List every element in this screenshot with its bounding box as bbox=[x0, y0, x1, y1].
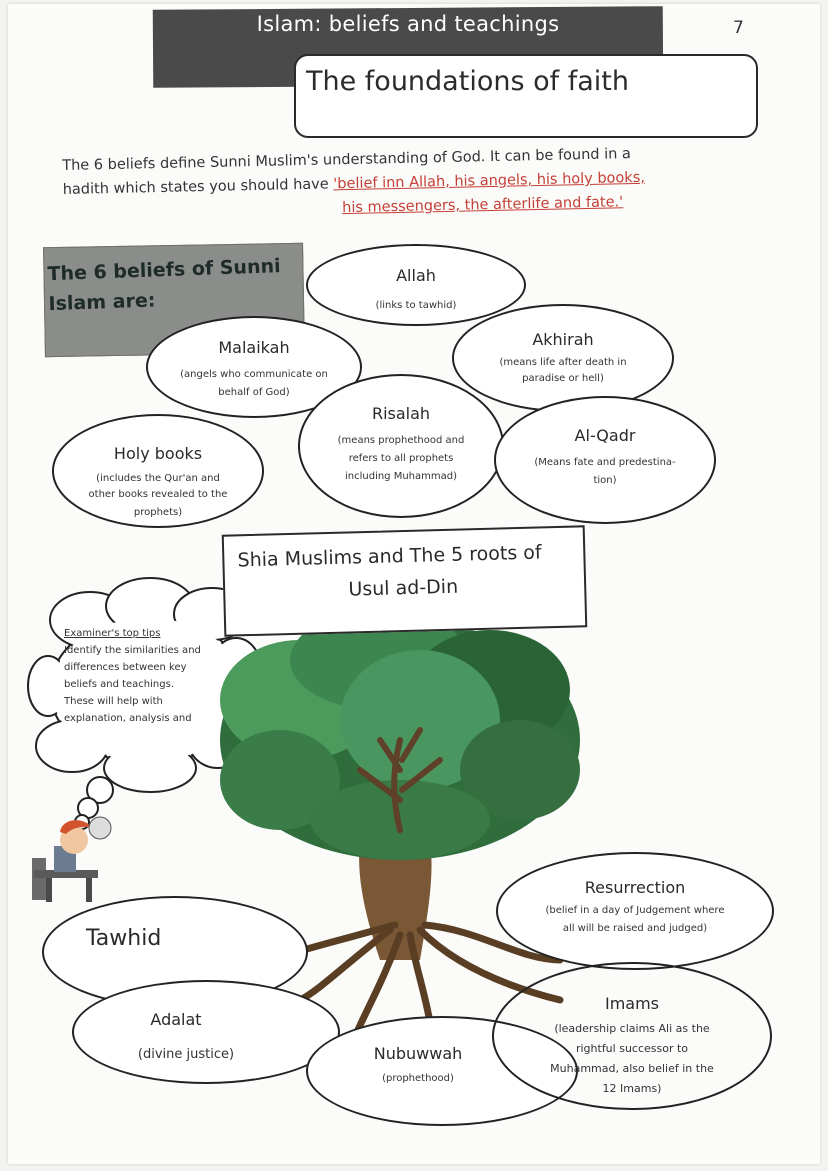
root-title: Nubuwwah bbox=[373, 1044, 463, 1063]
intro-line-2-plain: hadith which states you should have bbox=[62, 176, 334, 198]
tips-heading: Examiner's top tips bbox=[64, 628, 161, 639]
root-title: Adalat bbox=[150, 1010, 202, 1029]
belief-desc: tion) bbox=[593, 475, 617, 486]
header-title: Islam: beliefs and teachings bbox=[256, 12, 560, 36]
root-desc: rightful successor to bbox=[575, 1042, 689, 1055]
root-title: Tawhid bbox=[86, 926, 162, 951]
belief-desc: prophets) bbox=[133, 507, 183, 518]
belief-desc: (means prophethood and bbox=[337, 435, 465, 446]
root-desc: (divine justice) bbox=[137, 1047, 235, 1062]
shia-heading-line-1: Shia Muslims and The 5 roots of bbox=[237, 541, 542, 572]
root-desc: all will be raised and judged) bbox=[562, 923, 708, 934]
belief-title: Holy books bbox=[113, 444, 203, 463]
belief-desc: refers to all prophets bbox=[348, 453, 454, 464]
belief-desc: behalf of God) bbox=[218, 387, 290, 398]
belief-title: Akhirah bbox=[532, 330, 594, 349]
page-number: 7 bbox=[733, 18, 744, 38]
student-cartoon-icon bbox=[32, 817, 111, 902]
shia-heading-line-2: Usul ad-Din bbox=[348, 575, 459, 601]
belief-title: Risalah bbox=[371, 404, 431, 423]
examiner-tips bbox=[64, 625, 224, 727]
tips-line: Identify the similarities and bbox=[64, 645, 201, 656]
intro-line-1: The 6 beliefs define Sunni Muslim's understanding of God. It can be found in a bbox=[62, 146, 632, 174]
root-desc: (prophethood) bbox=[382, 1073, 454, 1084]
tips-line: These will help with bbox=[64, 696, 163, 707]
root-desc: 12 Imams) bbox=[602, 1082, 662, 1095]
belief-desc: (angels who communicate on bbox=[180, 369, 328, 380]
tips-line: differences between key bbox=[64, 662, 187, 673]
belief-desc: (includes the Qur'an and bbox=[96, 473, 220, 484]
root-desc: (leadership claims Ali as the bbox=[554, 1022, 710, 1035]
tips-line: explanation, analysis and bbox=[64, 713, 192, 724]
root-adalat bbox=[72, 980, 340, 1084]
belief-desc: (means life after death in bbox=[499, 357, 627, 368]
tips-line: beliefs and teachings. bbox=[64, 679, 174, 690]
belief-desc: other books revealed to the bbox=[88, 489, 228, 500]
page-title: The foundations of faith bbox=[306, 66, 629, 97]
root-desc: Muhammad, also belief in the bbox=[550, 1062, 714, 1075]
intro-quote-part-1: 'belief inn Allah, his angels, his holy books, bbox=[333, 169, 646, 193]
belief-desc: (links to tawhid) bbox=[375, 300, 457, 311]
root-title: Imams bbox=[604, 994, 660, 1013]
belief-desc: (Means fate and predestina- bbox=[534, 457, 676, 468]
root-title: Resurrection bbox=[584, 878, 686, 897]
belief-desc: paradise or hell) bbox=[522, 373, 604, 384]
intro-quote-part-2: his messengers, the afterlife and fate.' bbox=[342, 194, 624, 217]
belief-title: Allah bbox=[396, 266, 436, 285]
belief-title: Al-Qadr bbox=[574, 426, 636, 445]
belief-title: Malaikah bbox=[218, 338, 290, 357]
belief-desc: including Muhammad) bbox=[344, 471, 457, 482]
sunni-heading-line-2: Islam are: bbox=[48, 289, 156, 316]
root-desc: (belief in a day of Judgement where bbox=[545, 905, 725, 916]
sunni-heading-line-1: The 6 beliefs of Sunni bbox=[47, 255, 281, 286]
shia-heading bbox=[237, 536, 579, 609]
